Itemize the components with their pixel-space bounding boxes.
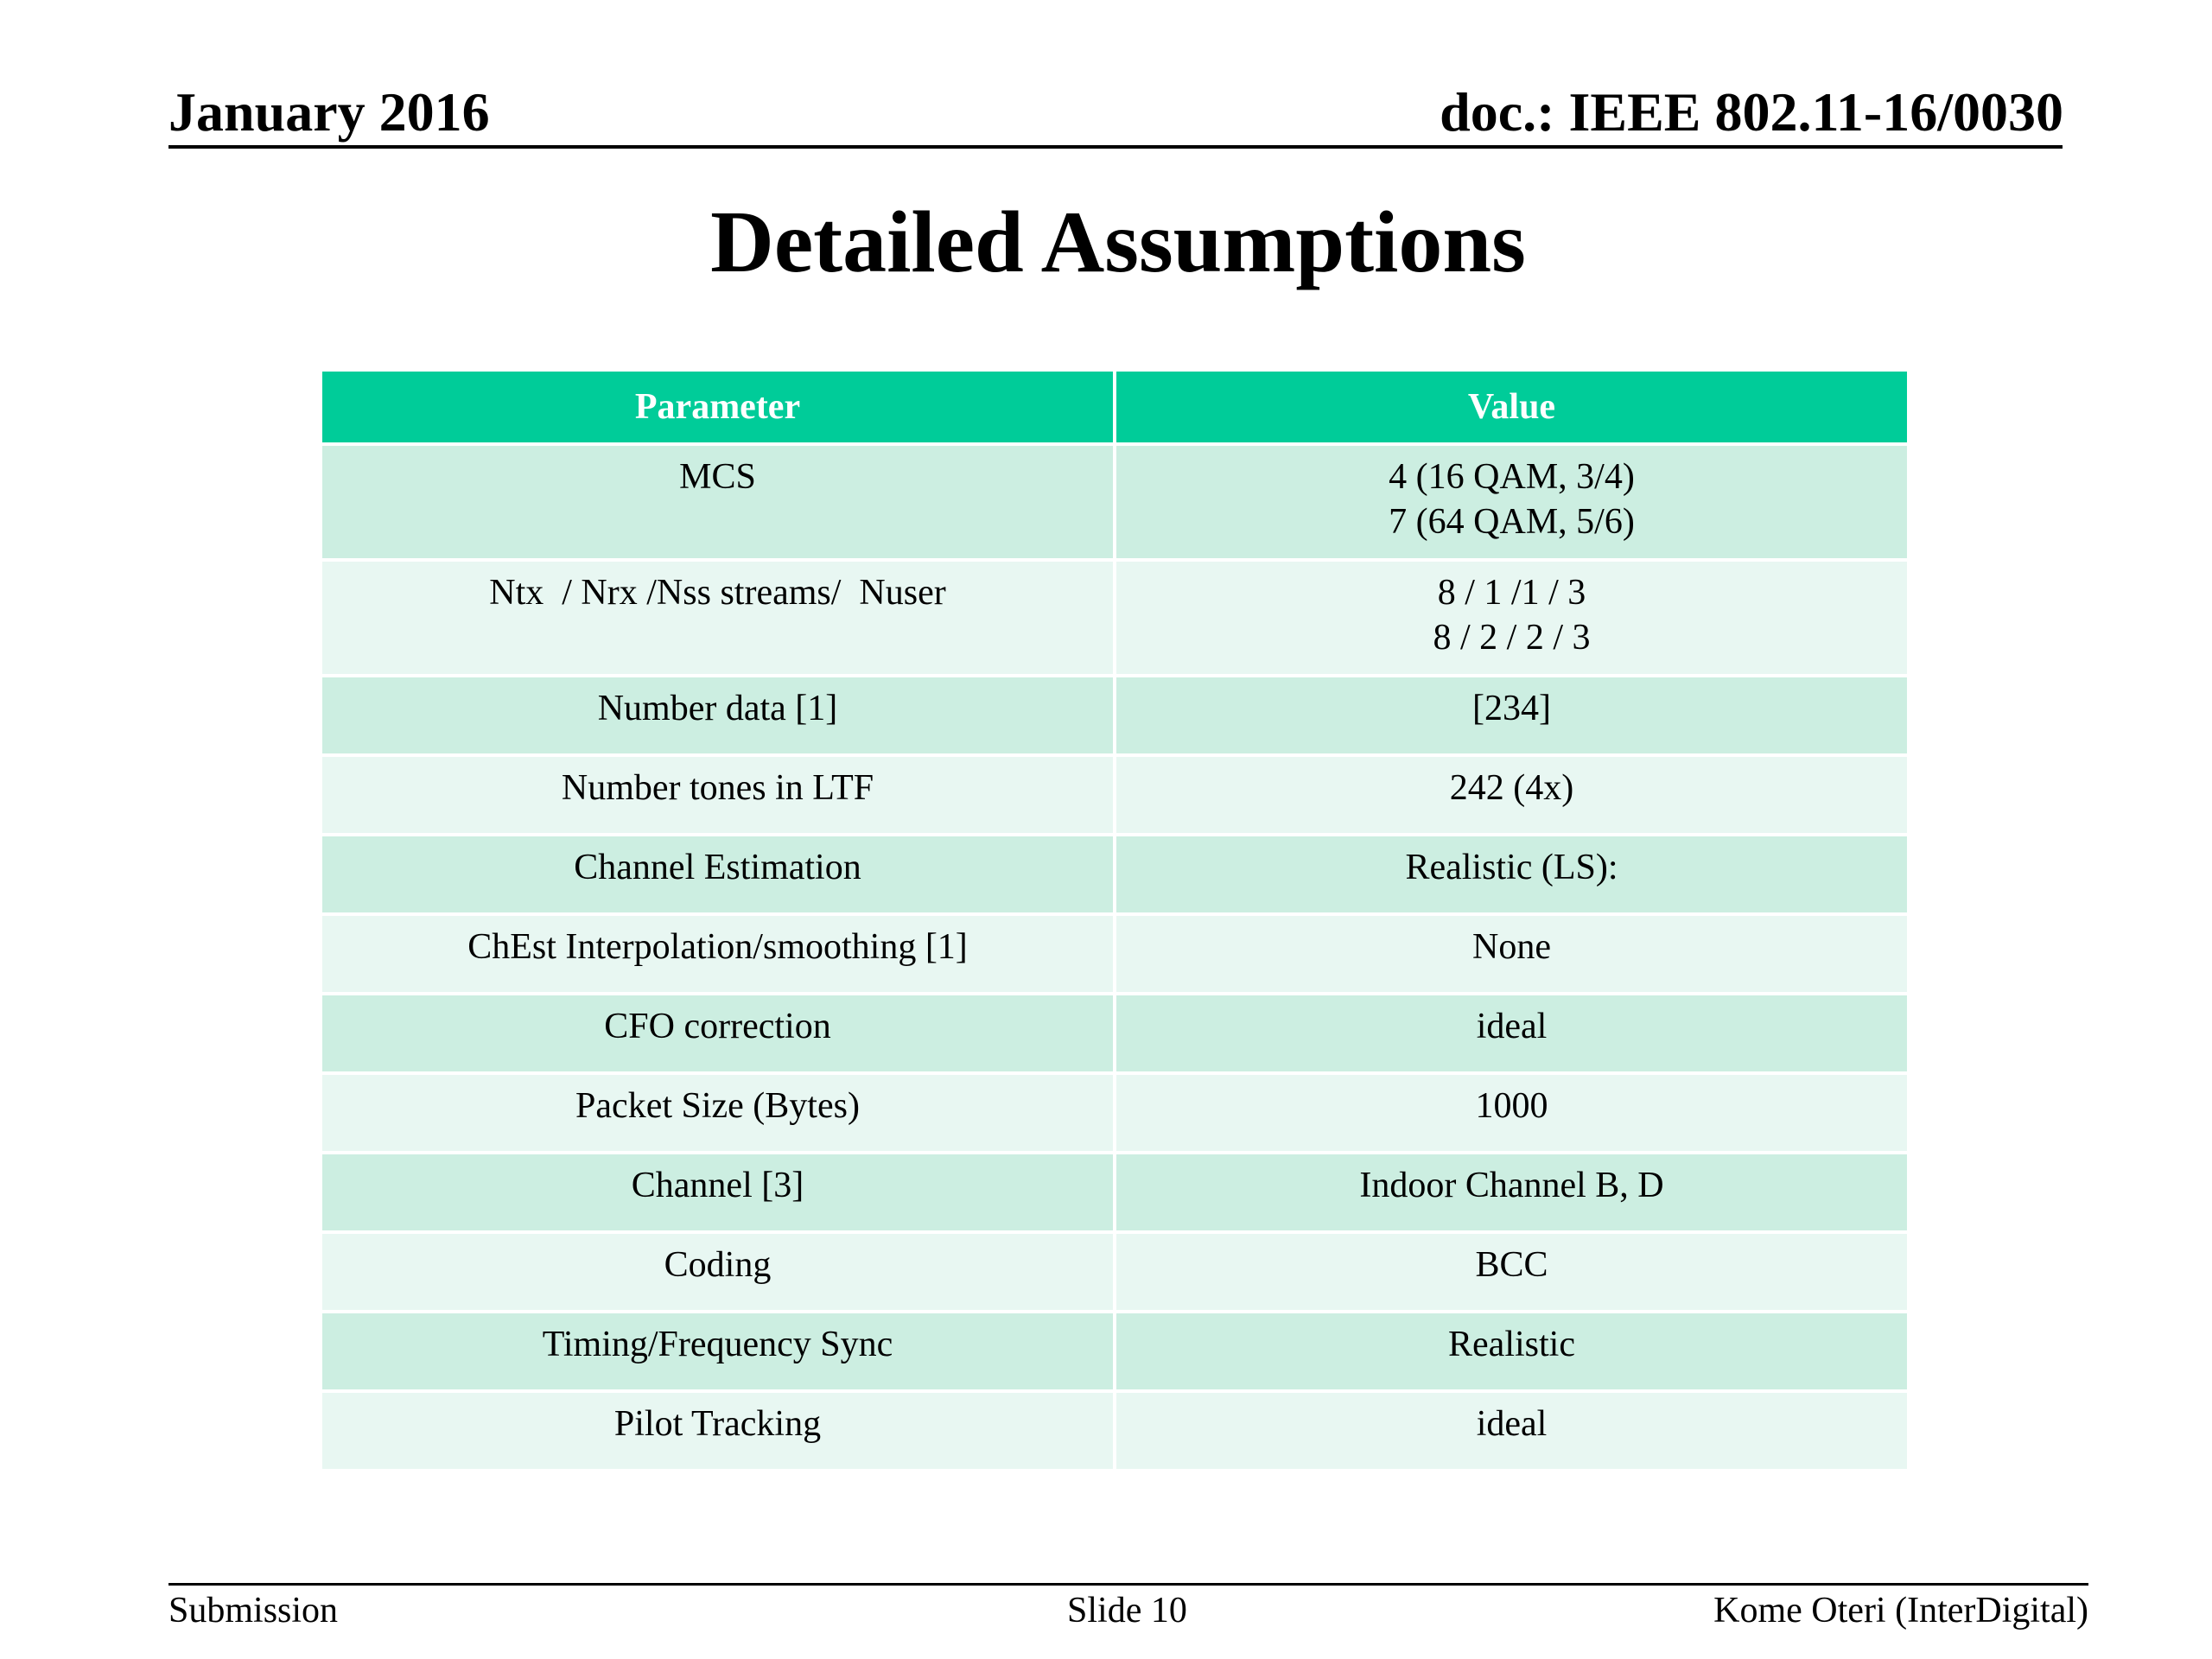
parameter-cell: CFO correction: [322, 995, 1113, 1071]
value-line: 8 / 1 /1 / 3: [1437, 573, 1586, 613]
parameter-cell: Channel [3]: [322, 1154, 1113, 1230]
column-header-value: Value: [1116, 372, 1907, 442]
footer-author: Kome Oteri (InterDigital): [1713, 1591, 2088, 1630]
table-row: [322, 446, 1907, 558]
table-row: [322, 1393, 1907, 1469]
value-cell: [234]: [1116, 677, 1907, 753]
parameter-cell: Number tones in LTF: [322, 757, 1113, 833]
parameter-cell: Channel Estimation: [322, 836, 1113, 912]
parameter-cell: MCS: [322, 446, 1113, 558]
value-cell: BCC: [1116, 1234, 1907, 1310]
table-header-row: [322, 372, 1907, 442]
value-cell: Indoor Channel B, D: [1116, 1154, 1907, 1230]
table-row: [322, 677, 1907, 753]
parameter-cell: Coding: [322, 1234, 1113, 1310]
header-divider: [168, 145, 2063, 149]
footer-divider: [168, 1583, 2088, 1586]
value-cell: [1116, 446, 1907, 558]
table-row: [322, 995, 1907, 1071]
parameter-cell: Timing/Frequency Sync: [322, 1313, 1113, 1389]
value-cell: 1000: [1116, 1075, 1907, 1151]
assumptions-table: [319, 368, 1910, 1472]
table-row: [322, 1234, 1907, 1310]
value-line: 8 / 2 / 2 / 3: [1433, 618, 1591, 658]
value-line: 4 (16 QAM, 3/4): [1389, 457, 1635, 497]
column-header-parameter: Parameter: [322, 372, 1113, 442]
table-row: [322, 562, 1907, 674]
header-date: January 2016: [168, 81, 490, 143]
table-row: [322, 1154, 1907, 1230]
value-cell: Realistic: [1116, 1313, 1907, 1389]
value-line: 7 (64 QAM, 5/6): [1389, 502, 1635, 542]
table-row: [322, 757, 1907, 833]
header-doc-id: doc.: IEEE 802.11-16/0030: [1440, 81, 2063, 143]
parameter-cell: Ntx / Nrx /Nss streams/ Nuser: [322, 562, 1113, 674]
value-cell: None: [1116, 916, 1907, 992]
footer-submission: Submission: [168, 1591, 339, 1630]
parameter-cell: Number data [1]: [322, 677, 1113, 753]
parameter-cell: ChEst Interpolation/smoothing [1]: [322, 916, 1113, 992]
table-row: [322, 916, 1907, 992]
value-cell: ideal: [1116, 995, 1907, 1071]
parameter-cell: Packet Size (Bytes): [322, 1075, 1113, 1151]
table-row: [322, 1075, 1907, 1151]
value-cell: Realistic (LS):: [1116, 836, 1907, 912]
value-cell: 242 (4x): [1116, 757, 1907, 833]
slide-title: Detailed Assumptions: [710, 194, 1526, 291]
value-cell: [1116, 562, 1907, 674]
table-row: [322, 1313, 1907, 1389]
parameter-cell: Pilot Tracking: [322, 1393, 1113, 1469]
footer-slide-number: Slide 10: [1067, 1591, 1187, 1630]
table-row: [322, 836, 1907, 912]
value-cell: ideal: [1116, 1393, 1907, 1469]
